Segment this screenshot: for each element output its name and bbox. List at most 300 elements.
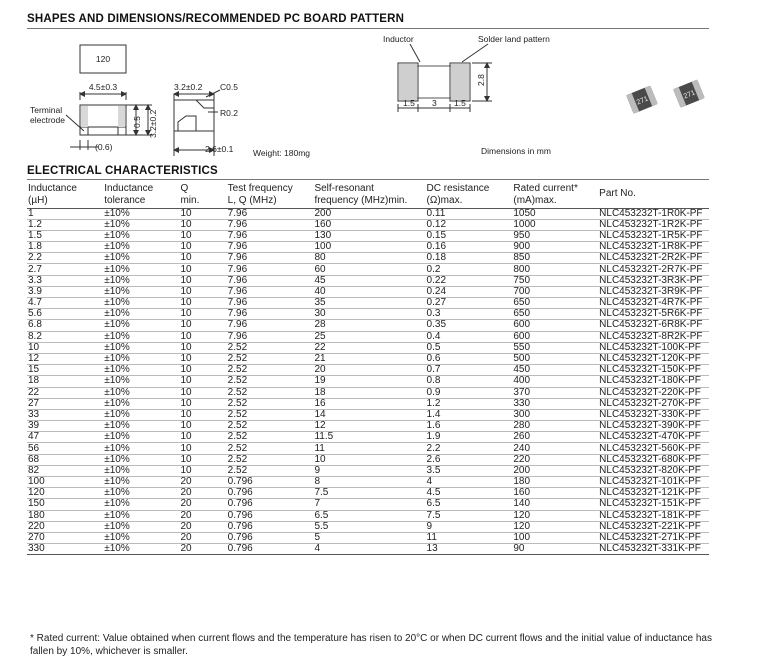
cell-tolerance: ±10% (103, 320, 179, 331)
cell-dc-resistance: 0.4 (426, 331, 513, 342)
cell-self-resonant: 10 (313, 454, 425, 465)
cell-inductance: 1.2 (27, 219, 103, 230)
cell-dc-resistance: 0.15 (426, 230, 513, 241)
cell-test-frequency: 2.52 (227, 365, 314, 376)
cell-tolerance: ±10% (103, 432, 179, 443)
cell-q-min: 10 (179, 242, 226, 253)
cell-test-frequency: 7.96 (227, 320, 314, 331)
cell-self-resonant: 5 (313, 532, 425, 543)
cell-dc-resistance: 0.6 (426, 353, 513, 364)
cell-tolerance: ±10% (103, 510, 179, 521)
cell-inductance: 220 (27, 521, 103, 532)
table-row (27, 320, 709, 331)
header-tolerance: Inductance tolerance (103, 181, 179, 208)
cell-dc-resistance: 2.6 (426, 454, 513, 465)
table-row (27, 208, 709, 219)
cell-inductance: 27 (27, 398, 103, 409)
cell-tolerance: ±10% (103, 219, 179, 230)
header-dc-resistance: DC resistance (Ω)max. (426, 181, 513, 208)
cell-test-frequency: 7.96 (227, 286, 314, 297)
cell-tolerance: ±10% (103, 264, 179, 275)
cell-part-no: NLC453232T-1R0K-PF (598, 208, 709, 219)
dim-length: 4.5±0.3 (88, 82, 118, 92)
cell-part-no: NLC453232T-330K-PF (598, 409, 709, 420)
cell-rated-current: 100 (512, 532, 598, 543)
table-row (27, 532, 709, 543)
cell-test-frequency: 7.96 (227, 309, 314, 320)
cell-part-no: NLC453232T-1R5K-PF (598, 230, 709, 241)
cell-inductance: 330 (27, 544, 103, 555)
cell-dc-resistance: 0.16 (426, 242, 513, 253)
cell-test-frequency: 2.52 (227, 398, 314, 409)
cell-self-resonant: 19 (313, 376, 425, 387)
pcb-pad-left-dim: 1.5 (403, 98, 415, 108)
cell-inductance: 47 (27, 432, 103, 443)
cell-rated-current: 800 (512, 264, 598, 275)
cell-self-resonant: 5.5 (313, 521, 425, 532)
cell-q-min: 10 (179, 465, 226, 476)
cell-inductance: 18 (27, 376, 103, 387)
cell-inductance: 180 (27, 510, 103, 521)
cell-test-frequency: 7.96 (227, 264, 314, 275)
header-self-resonant: Self-resonant frequency (MHz)min. (313, 181, 425, 208)
cell-q-min: 20 (179, 544, 226, 555)
cell-part-no: NLC453232T-1R8K-PF (598, 242, 709, 253)
cell-q-min: 10 (179, 443, 226, 454)
cell-dc-resistance: 0.12 (426, 219, 513, 230)
cell-rated-current: 500 (512, 353, 598, 364)
cell-inductance: 22 (27, 387, 103, 398)
cell-self-resonant: 80 (313, 253, 425, 264)
cell-test-frequency: 2.52 (227, 454, 314, 465)
cell-self-resonant: 21 (313, 353, 425, 364)
cell-rated-current: 750 (512, 275, 598, 286)
cell-q-min: 10 (179, 432, 226, 443)
table-row (27, 443, 709, 454)
cell-self-resonant: 12 (313, 421, 425, 432)
cell-q-min: 20 (179, 488, 226, 499)
cell-rated-current: 850 (512, 253, 598, 264)
cell-self-resonant: 20 (313, 365, 425, 376)
cell-test-frequency: 2.52 (227, 432, 314, 443)
cell-inductance: 5.6 (27, 309, 103, 320)
cell-rated-current: 140 (512, 499, 598, 510)
cell-inductance: 1.8 (27, 242, 103, 253)
cell-tolerance: ±10% (103, 230, 179, 241)
cell-rated-current: 200 (512, 465, 598, 476)
title-rule (27, 179, 709, 180)
cell-test-frequency: 2.52 (227, 353, 314, 364)
table-row (27, 510, 709, 521)
cell-rated-current: 180 (512, 477, 598, 488)
cell-q-min: 10 (179, 219, 226, 230)
cell-inductance: 6.8 (27, 320, 103, 331)
pcb-land-label: Solder land pattern (478, 34, 550, 44)
cell-part-no: NLC453232T-120K-PF (598, 353, 709, 364)
cell-test-frequency: 7.96 (227, 253, 314, 264)
pcb-gap-dim: 3 (432, 98, 437, 108)
cell-q-min: 10 (179, 230, 226, 241)
cell-self-resonant: 7.5 (313, 488, 425, 499)
cell-dc-resistance: 3.5 (426, 465, 513, 476)
dimension-drawing (0, 28, 768, 165)
cell-inductance: 3.9 (27, 286, 103, 297)
pcb-inductor-outline (410, 66, 458, 98)
cell-part-no: NLC453232T-220K-PF (598, 387, 709, 398)
cell-inductance: 2.7 (27, 264, 103, 275)
cell-tolerance: ±10% (103, 242, 179, 253)
cell-dc-resistance: 1.2 (426, 398, 513, 409)
cell-tolerance: ±10% (103, 477, 179, 488)
cell-test-frequency: 0.796 (227, 521, 314, 532)
cell-part-no: NLC453232T-1R2K-PF (598, 219, 709, 230)
cell-test-frequency: 2.52 (227, 409, 314, 420)
marking-text: 120 (95, 54, 111, 64)
cell-rated-current: 160 (512, 488, 598, 499)
cell-part-no: NLC453232T-181K-PF (598, 510, 709, 521)
cell-rated-current: 300 (512, 409, 598, 420)
product-photo (626, 79, 705, 113)
table-row (27, 499, 709, 510)
table-row (27, 298, 709, 309)
cell-rated-current: 1050 (512, 208, 598, 219)
cell-inductance: 10 (27, 342, 103, 353)
table-row (27, 331, 709, 342)
cell-self-resonant: 4 (313, 544, 425, 555)
cell-part-no: NLC453232T-3R9K-PF (598, 286, 709, 297)
terminal-label-1: Terminal (30, 105, 63, 115)
cell-part-no: NLC453232T-121K-PF (598, 488, 709, 499)
pcb-height: 2.8 (476, 74, 486, 86)
cell-part-no: NLC453232T-6R8K-PF (598, 320, 709, 331)
cell-part-no: NLC453232T-151K-PF (598, 499, 709, 510)
cell-part-no: NLC453232T-270K-PF (598, 398, 709, 409)
cell-rated-current: 950 (512, 230, 598, 241)
cell-dc-resistance: 9 (426, 521, 513, 532)
cell-q-min: 20 (179, 521, 226, 532)
cell-self-resonant: 28 (313, 320, 425, 331)
cell-part-no: NLC453232T-150K-PF (598, 365, 709, 376)
cell-self-resonant: 7 (313, 499, 425, 510)
table-row (27, 219, 709, 230)
cell-dc-resistance: 0.9 (426, 387, 513, 398)
cell-test-frequency: 0.796 (227, 499, 314, 510)
table-row (27, 242, 709, 253)
header-test-frequency: Test frequency L, Q (MHz) (227, 181, 314, 208)
cell-part-no: NLC453232T-560K-PF (598, 443, 709, 454)
cell-dc-resistance: 0.24 (426, 286, 513, 297)
cell-q-min: 20 (179, 532, 226, 543)
cell-dc-resistance: 4.5 (426, 488, 513, 499)
cell-test-frequency: 0.796 (227, 544, 314, 555)
cell-dc-resistance: 11 (426, 532, 513, 543)
table-row (27, 454, 709, 465)
cell-test-frequency: 7.96 (227, 242, 314, 253)
cell-test-frequency: 2.52 (227, 342, 314, 353)
table-row (27, 409, 709, 420)
dim-height-a: 3.2±0.2 (148, 109, 158, 138)
photo-marking-2: 271 (682, 89, 697, 101)
electrical-characteristics-table (27, 181, 709, 555)
cell-part-no: NLC453232T-680K-PF (598, 454, 709, 465)
cell-q-min: 20 (179, 510, 226, 521)
cell-dc-resistance: 0.8 (426, 376, 513, 387)
table-row (27, 275, 709, 286)
cell-part-no: NLC453232T-100K-PF (598, 342, 709, 353)
table-row (27, 387, 709, 398)
table-row (27, 398, 709, 409)
cell-tolerance: ±10% (103, 298, 179, 309)
photo-marking-1: 271 (635, 95, 650, 107)
cell-q-min: 10 (179, 342, 226, 353)
pcb-inductor-label: Inductor (383, 34, 414, 44)
cell-tolerance: ±10% (103, 342, 179, 353)
table-row (27, 264, 709, 275)
cell-q-min: 10 (179, 331, 226, 342)
cell-dc-resistance: 1.9 (426, 432, 513, 443)
section-title-shapes: SHAPES AND DIMENSIONS/RECOMMENDED PC BOARD PATTERN (27, 13, 405, 25)
dim-side: 2.6±0.1 (205, 144, 234, 154)
pcb-units-note: Dimensions in mm (481, 146, 551, 156)
cell-q-min: 10 (179, 398, 226, 409)
cell-q-min: 10 (179, 376, 226, 387)
cell-rated-current: 260 (512, 432, 598, 443)
cell-q-min: 10 (179, 208, 226, 219)
cell-test-frequency: 2.52 (227, 465, 314, 476)
table-row (27, 432, 709, 443)
cell-self-resonant: 22 (313, 342, 425, 353)
table-row (27, 286, 709, 297)
cell-rated-current: 900 (512, 242, 598, 253)
cell-tolerance: ±10% (103, 286, 179, 297)
cell-tolerance: ±10% (103, 309, 179, 320)
cell-test-frequency: 0.796 (227, 477, 314, 488)
cell-tolerance: ±10% (103, 409, 179, 420)
dim-chamfer: C0.5 (220, 82, 238, 92)
cell-q-min: 10 (179, 353, 226, 364)
table-row (27, 465, 709, 476)
cell-part-no: NLC453232T-3R3K-PF (598, 275, 709, 286)
cell-tolerance: ±10% (103, 544, 179, 555)
cell-test-frequency: 0.796 (227, 532, 314, 543)
cell-test-frequency: 0.796 (227, 510, 314, 521)
cell-inductance: 33 (27, 409, 103, 420)
cell-rated-current: 600 (512, 331, 598, 342)
cell-q-min: 10 (179, 253, 226, 264)
cell-inductance: 56 (27, 443, 103, 454)
cell-tolerance: ±10% (103, 465, 179, 476)
cell-tolerance: ±10% (103, 365, 179, 376)
cell-part-no: NLC453232T-820K-PF (598, 465, 709, 476)
cell-self-resonant: 40 (313, 286, 425, 297)
cell-self-resonant: 130 (313, 230, 425, 241)
cell-inductance: 3.3 (27, 275, 103, 286)
cell-test-frequency: 7.96 (227, 208, 314, 219)
terminal-label-2: electrode (30, 115, 65, 125)
cell-inductance: 100 (27, 477, 103, 488)
cell-dc-resistance: 0.22 (426, 275, 513, 286)
cell-q-min: 10 (179, 264, 226, 275)
header-q: Q min. (179, 181, 226, 208)
cell-q-min: 10 (179, 409, 226, 420)
cell-rated-current: 650 (512, 309, 598, 320)
table-row (27, 421, 709, 432)
cell-rated-current: 700 (512, 286, 598, 297)
cell-self-resonant: 160 (313, 219, 425, 230)
cell-tolerance: ±10% (103, 443, 179, 454)
table-row (27, 230, 709, 241)
cell-dc-resistance: 7.5 (426, 510, 513, 521)
table-row (27, 488, 709, 499)
cell-dc-resistance: 0.18 (426, 253, 513, 264)
cell-inductance: 270 (27, 532, 103, 543)
cell-self-resonant: 35 (313, 298, 425, 309)
cell-rated-current: 400 (512, 376, 598, 387)
cell-inductance: 12 (27, 353, 103, 364)
cell-test-frequency: 2.52 (227, 376, 314, 387)
dim-width: 3.2±0.2 (174, 82, 203, 92)
cell-q-min: 10 (179, 309, 226, 320)
cell-tolerance: ±10% (103, 353, 179, 364)
cell-tolerance: ±10% (103, 532, 179, 543)
cell-tolerance: ±10% (103, 398, 179, 409)
cell-q-min: 20 (179, 499, 226, 510)
cell-test-frequency: 7.96 (227, 219, 314, 230)
dim-height-b: 0.5 (132, 116, 142, 128)
cell-inductance: 68 (27, 454, 103, 465)
cell-dc-resistance: 1.4 (426, 409, 513, 420)
cell-part-no: NLC453232T-2R7K-PF (598, 264, 709, 275)
pcb-pad-right-dim: 1.5 (454, 98, 466, 108)
cell-q-min: 10 (179, 365, 226, 376)
cell-tolerance: ±10% (103, 499, 179, 510)
cell-self-resonant: 6.5 (313, 510, 425, 521)
cell-dc-resistance: 0.7 (426, 365, 513, 376)
cell-part-no: NLC453232T-8R2K-PF (598, 331, 709, 342)
cell-inductance: 1 (27, 208, 103, 219)
cell-rated-current: 330 (512, 398, 598, 409)
cell-self-resonant: 11.5 (313, 432, 425, 443)
cell-rated-current: 220 (512, 454, 598, 465)
cell-rated-current: 1000 (512, 219, 598, 230)
footnote: * Rated current: Value obtained when current flows and the temperature has risen to 20°C or when DC current flows and the initial value of inductance has fallen by 10%, whichever is smaller. (30, 633, 712, 657)
table-row (27, 544, 709, 555)
dim-radius: R0.2 (220, 108, 238, 118)
cell-tolerance: ±10% (103, 208, 179, 219)
cell-test-frequency: 7.96 (227, 230, 314, 241)
cell-dc-resistance: 2.2 (426, 443, 513, 454)
cell-self-resonant: 9 (313, 465, 425, 476)
cell-rated-current: 650 (512, 298, 598, 309)
table-row (27, 253, 709, 264)
cell-dc-resistance: 0.5 (426, 342, 513, 353)
cell-q-min: 10 (179, 298, 226, 309)
dim-terminal: (0.6) (95, 142, 113, 152)
cell-test-frequency: 7.96 (227, 331, 314, 342)
cell-q-min: 10 (179, 320, 226, 331)
cell-rated-current: 120 (512, 521, 598, 532)
cell-dc-resistance: 0.35 (426, 320, 513, 331)
cell-tolerance: ±10% (103, 331, 179, 342)
cell-dc-resistance: 13 (426, 544, 513, 555)
cell-self-resonant: 14 (313, 409, 425, 420)
cell-inductance: 82 (27, 465, 103, 476)
cell-part-no: NLC453232T-5R6K-PF (598, 309, 709, 320)
cell-rated-current: 120 (512, 510, 598, 521)
header-inductance: Inductance (µH) (27, 181, 103, 208)
cell-q-min: 20 (179, 477, 226, 488)
cell-part-no: NLC453232T-180K-PF (598, 376, 709, 387)
cell-self-resonant: 11 (313, 443, 425, 454)
cell-dc-resistance: 4 (426, 477, 513, 488)
cell-self-resonant: 200 (313, 208, 425, 219)
cell-dc-resistance: 0.27 (426, 298, 513, 309)
cell-self-resonant: 100 (313, 242, 425, 253)
table-row (27, 477, 709, 488)
cell-test-frequency: 2.52 (227, 387, 314, 398)
cell-rated-current: 370 (512, 387, 598, 398)
cell-self-resonant: 18 (313, 387, 425, 398)
cell-self-resonant: 16 (313, 398, 425, 409)
cell-test-frequency: 7.96 (227, 275, 314, 286)
cell-rated-current: 240 (512, 443, 598, 454)
cell-self-resonant: 45 (313, 275, 425, 286)
cell-dc-resistance: 1.6 (426, 421, 513, 432)
cell-part-no: NLC453232T-101K-PF (598, 477, 709, 488)
cell-part-no: NLC453232T-4R7K-PF (598, 298, 709, 309)
cell-dc-resistance: 6.5 (426, 499, 513, 510)
cell-inductance: 120 (27, 488, 103, 499)
cell-self-resonant: 25 (313, 331, 425, 342)
cell-tolerance: ±10% (103, 521, 179, 532)
weight-text: Weight: 180mg (253, 148, 311, 158)
cell-dc-resistance: 0.3 (426, 309, 513, 320)
cell-tolerance: ±10% (103, 454, 179, 465)
cell-tolerance: ±10% (103, 421, 179, 432)
table-row (27, 376, 709, 387)
cell-q-min: 10 (179, 275, 226, 286)
header-part-no: Part No. (598, 181, 709, 208)
cell-dc-resistance: 0.11 (426, 208, 513, 219)
cell-test-frequency: 2.52 (227, 443, 314, 454)
cell-tolerance: ±10% (103, 376, 179, 387)
cell-tolerance: ±10% (103, 275, 179, 286)
cell-inductance: 150 (27, 499, 103, 510)
cell-rated-current: 280 (512, 421, 598, 432)
table-row (27, 309, 709, 320)
cell-part-no: NLC453232T-221K-PF (598, 521, 709, 532)
cell-inductance: 39 (27, 421, 103, 432)
cell-inductance: 4.7 (27, 298, 103, 309)
table-row (27, 342, 709, 353)
cell-q-min: 10 (179, 421, 226, 432)
table-header-row (27, 181, 709, 208)
cell-test-frequency: 2.52 (227, 421, 314, 432)
table-row (27, 365, 709, 376)
cell-rated-current: 600 (512, 320, 598, 331)
cell-part-no: NLC453232T-271K-PF (598, 532, 709, 543)
cell-dc-resistance: 0.2 (426, 264, 513, 275)
table-row (27, 353, 709, 364)
cell-q-min: 10 (179, 286, 226, 297)
cell-rated-current: 450 (512, 365, 598, 376)
cell-rated-current: 550 (512, 342, 598, 353)
cell-tolerance: ±10% (103, 488, 179, 499)
cell-inductance: 1.5 (27, 230, 103, 241)
cell-part-no: NLC453232T-390K-PF (598, 421, 709, 432)
cell-self-resonant: 8 (313, 477, 425, 488)
cell-test-frequency: 7.96 (227, 298, 314, 309)
